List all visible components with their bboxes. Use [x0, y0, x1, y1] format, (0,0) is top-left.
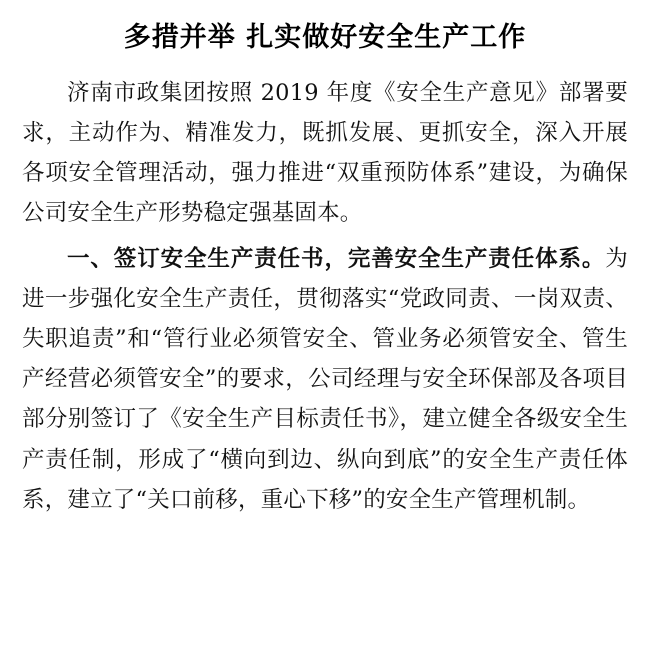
- paragraph-2-lead: 一、签订安全生产责任书，完善安全生产责任体系。: [67, 246, 606, 273]
- page-title: 多措并举 扎实做好安全生产工作: [123, 22, 527, 53]
- paragraph-1: 济南市政集团按照 2019 年度《安全生产意见》部署要求，主动作为、精准发力，既抓发展、更抓安全，深入开展各项安全管理活动，强力推进“双重预防体系”建设，为确保公司安全生产形势稳定强基固本。: [22, 80, 628, 227]
- paragraph-2-body: 为进一步强化安全生产责任，贯彻落实“党政同责、一岗双责、失职追责”和“管行业必须管安全、管业务必须管安全、管生产经营必须管安全”的要求，公司经理与安全环保部及各项目部分别签订了《安全生产目标责任书》，建立健全各级安全生产责任制，形成了“横向到边、纵向到底”的安全生产责任体系，建立了“关口前移，重心下移”的安全生产管理机制。: [22, 246, 628, 513]
- paragraph-2: [22, 239, 628, 519]
